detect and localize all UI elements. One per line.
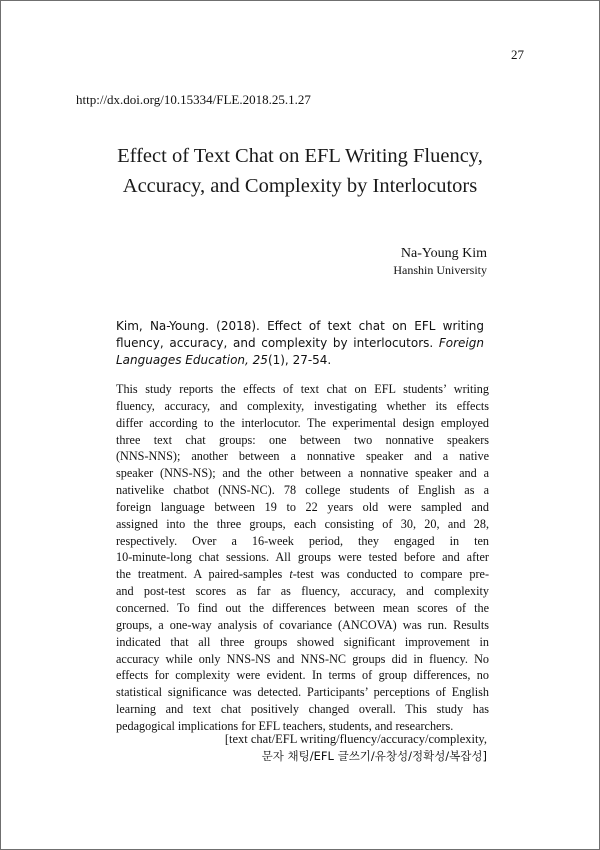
- title-line-2: Accuracy, and Complexity by Interlocutors: [122, 175, 478, 197]
- abstract-line: assigned into the three groups, each consisting of 30, 20, and 28,: [116, 516, 489, 531]
- abstract-line: indicated that all three groups showed significant improvement in: [116, 634, 489, 649]
- author-name: Na-Young Kim: [400, 246, 487, 261]
- abstract-line: This study reports the effects of text chat on EFL students’ writing: [116, 382, 489, 396]
- abstract-line: (NNS-NNS); another between a nonnative speaker and a native: [116, 449, 489, 464]
- keywords-english: [text chat/EFL writing/fluency/accuracy/complexity,: [224, 732, 487, 746]
- doi-link[interactable]: http://dx.doi.org/10.15334/FLE.2018.25.1.27: [76, 92, 311, 107]
- citation-text: fluency, accuracy, and complexity by interlocutors.: [116, 336, 439, 350]
- abstract-line: three text chat groups: one between two nonnative speakers: [116, 432, 489, 447]
- abstract-line: and post-test scores as far as fluency, accuracy, and complexity: [116, 584, 489, 599]
- article-title: [40, 141, 560, 201]
- abstract-line: learning and text chat positively changed overall. This study has: [116, 702, 489, 717]
- abstract-line: respectively. Over a 16-week period, they engaged in ten: [116, 533, 489, 548]
- abstract-line: speaker (NNS-NS); and the other between a nonnative speaker and a: [116, 466, 489, 481]
- page-number: 27: [511, 47, 524, 62]
- journal-volume: Languages Education, 25: [116, 353, 268, 367]
- abstract-line: differ according to the interlocutor. The experimental design employed: [116, 415, 489, 430]
- journal-name: Foreign: [438, 336, 484, 350]
- citation-line-2: [116, 335, 484, 352]
- abstract-line: concerned. To find out the differences between mean scores of the: [116, 600, 489, 615]
- citation-pages: (1), 27-54.: [267, 353, 332, 367]
- italic-t: t: [289, 567, 293, 582]
- citation-line-3: [116, 352, 484, 369]
- abstract-line: statistical significance was detected. Participants’ perceptions of English: [116, 685, 489, 700]
- keywords: [225, 731, 487, 765]
- abstract-line: groups, a one-way analysis of covariance (ANCOVA) was run. Results: [116, 617, 489, 632]
- title-line-1: Effect of Text Chat on EFL Writing Fluency,: [117, 145, 483, 167]
- citation: [116, 318, 484, 369]
- abstract-line: fluency, accuracy, and complexity, investigating whether its effects: [116, 398, 489, 413]
- abstract-line: 10-minute-long chat sessions. All groups were tested before and after: [116, 550, 489, 565]
- abstract-line: effects for complexity were evident. In terms of group differences, no: [116, 668, 489, 683]
- abstract-line: accuracy while only NNS-NS and NNS-NC groups did in fluency. No: [116, 651, 489, 666]
- abstract-line: pedagogical implications for EFL teachers, students, and researchers.: [116, 718, 454, 733]
- keywords-korean: 문자 채팅/EFL 글쓰기/유창성/정확성/복잡성]: [261, 749, 487, 763]
- abstract-line: nativelike chatbot (NNS-NC). 78 college students of English as a: [116, 483, 489, 498]
- abstract-line: the treatment. A paired-samples t-test was conducted to compare pre-: [116, 567, 489, 582]
- abstract-line: foreign language between 19 to 22 years old were sampled and: [116, 499, 489, 514]
- author-affiliation: Hanshin University: [393, 263, 487, 277]
- abstract: [116, 381, 489, 735]
- citation-line-1: Kim, Na-Young. (2018). Effect of text chat on EFL writing: [116, 319, 484, 333]
